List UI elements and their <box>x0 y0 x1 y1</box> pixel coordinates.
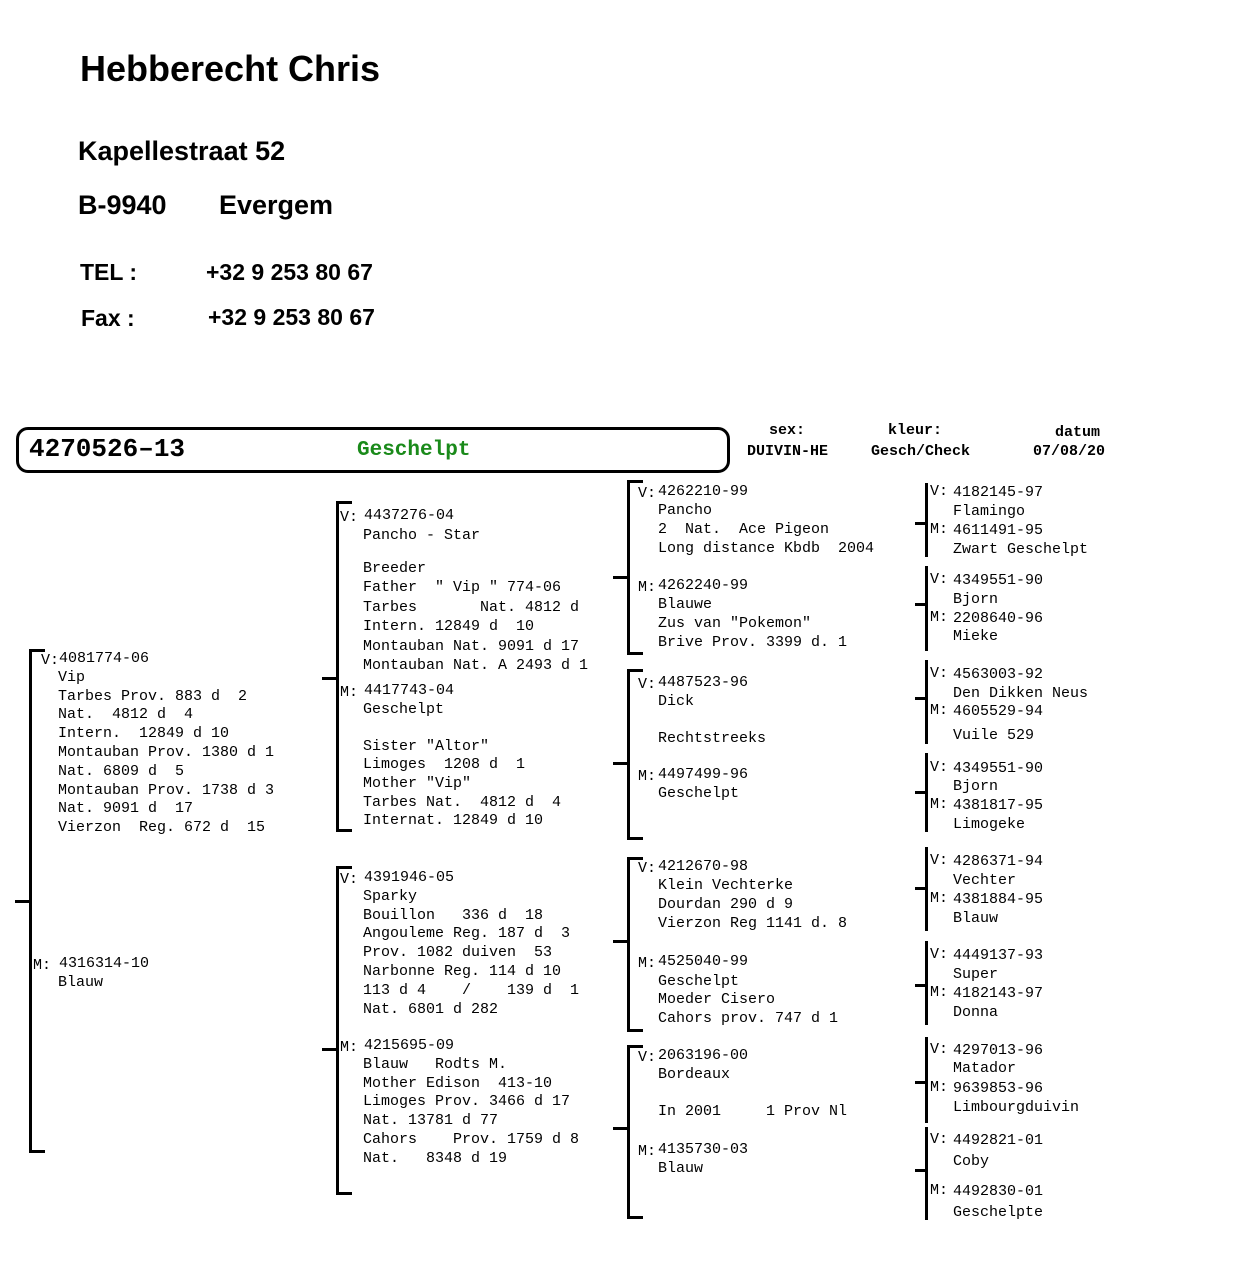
undefined-line: 113 d 4 / 139 d 1 <box>363 981 580 999</box>
gen3-fmf-ring: 4487523-96 <box>658 674 749 691</box>
gen4-ring: 4381817-95 <box>953 797 1044 814</box>
undefined-line: Nat. 6801 d 282 <box>363 1000 499 1018</box>
undefined-ring: 4215695-09 <box>364 1037 455 1054</box>
gen1-mother-ring: 4316314-10 <box>59 955 150 972</box>
gen4-name: Limbourgduivin <box>953 1099 1080 1116</box>
gen2-mother-bracket-bottom-tick <box>336 1192 352 1195</box>
gen3-bracket-mmf-stub <box>613 1127 627 1130</box>
gen1-father-line: Montauban Prov. 1380 d 1 <box>58 744 275 761</box>
gen4-tag: V: <box>930 1131 949 1148</box>
gen4-tag: M: <box>930 521 949 538</box>
tel-value: +32 9 253 80 67 <box>206 259 373 285</box>
gen1-father-line: Nat. 4812 d 4 <box>58 706 194 724</box>
gen3-bracket-fff-top-tick <box>627 480 643 483</box>
gen3-mff-tag: V: <box>638 860 657 877</box>
gen3-fff-line: Long distance Kbdb 2004 <box>658 540 875 557</box>
gen1-mother-line: Blauw <box>58 973 104 991</box>
undefined-line: Sparky <box>363 887 418 905</box>
gen3-fmf-line: Dick <box>658 692 695 710</box>
gen2-father-bracket-top-tick <box>336 501 352 504</box>
gen3-mfm-ring: 4525040-99 <box>658 953 749 970</box>
gen1-bracket-stub <box>15 900 29 903</box>
gen2-mother-bracket-vertical <box>336 866 339 1195</box>
gen3-ffm-line: Zus van "Pokemon" <box>658 615 812 632</box>
gen4-tag: V: <box>930 665 949 682</box>
gen4-tag: V: <box>930 571 949 588</box>
gen3-fff-tag: V: <box>638 485 657 502</box>
gen4-name: Donna <box>953 1004 999 1021</box>
gen4-ring: 4492821-01 <box>953 1132 1044 1149</box>
gen3-mmf-ring: 2063196-00 <box>658 1047 749 1064</box>
gen3-fff-line: Pancho <box>658 502 713 519</box>
gen3-bracket-mff-vertical <box>627 857 630 1032</box>
gen4-name: Vuile 529 <box>953 727 1035 744</box>
gen4-ring: 4182145-97 <box>953 484 1044 501</box>
gen4-name: Flamingo <box>953 503 1026 520</box>
gen1-father-line: Tarbes Prov. 883 d 2 <box>58 687 248 705</box>
tel-label: TEL : <box>80 259 138 285</box>
gen4-name: Bjorn <box>953 778 999 795</box>
gen2-ff-ring: 4437276-04 <box>364 507 455 524</box>
gen2-ff-line: Intern. 12849 d 10 <box>363 618 535 635</box>
gen4-bracket-6-vertical <box>925 1037 928 1123</box>
gen3-ffm-ring: 4262240-99 <box>658 577 749 594</box>
gen3-bracket-fmf-top-tick <box>627 669 643 672</box>
undefined-ring: 4391946-05 <box>364 869 455 886</box>
gen1-bracket-vertical <box>29 649 32 1153</box>
gen3-bracket-mmf-bottom-tick <box>627 1216 643 1219</box>
gen4-ring: 9639853-96 <box>953 1080 1044 1097</box>
gen4-bracket-2-stub <box>915 697 927 700</box>
gen4-ring: 4449137-93 <box>953 947 1044 964</box>
gen1-father-line: Vip <box>58 668 86 686</box>
gen2-ff-line: Montauban Nat. A 2493 d 1 <box>363 657 589 674</box>
gen3-bracket-fff-stub <box>613 576 627 579</box>
gen4-name: Limogeke <box>953 816 1026 833</box>
gen4-tag: M: <box>930 1182 949 1199</box>
gen4-tag: V: <box>930 852 949 869</box>
owner-postcode: B-9940 <box>78 190 167 220</box>
gen4-bracket-0-vertical <box>925 483 928 557</box>
gen2-ff-line: Pancho - Star <box>363 526 481 544</box>
undefined-line: Nat. 8348 d 19 <box>363 1149 508 1167</box>
gen4-ring: 4563003-92 <box>953 666 1044 683</box>
undefined-line: Mother Edison 413-10 <box>363 1074 553 1092</box>
gen3-ffm-tag: M: <box>638 579 657 596</box>
owner-street: Kapellestraat 52 <box>78 136 286 166</box>
gen4-tag: M: <box>930 702 949 719</box>
gen4-tag: V: <box>930 1041 949 1058</box>
gen2-mother-bracket-stub <box>322 1048 336 1051</box>
gen3-fmf-line: Rechtstreeks <box>658 729 767 747</box>
gen2-ff-line: Montauban Nat. 9091 d 17 <box>363 637 580 655</box>
gen4-ring: 4605529-94 <box>953 703 1044 720</box>
owner-name: Hebberecht Chris <box>80 48 381 89</box>
gen4-tag: V: <box>930 759 949 776</box>
gen3-mff-line: Klein Vechterke <box>658 877 794 894</box>
undefined-line: Tarbes Nat. 4812 d 4 <box>363 793 562 811</box>
gen4-ring: 4611491-95 <box>953 522 1044 539</box>
undefined-line: Limoges Prov. 3466 d 17 <box>363 1093 571 1111</box>
gen4-ring: 2208640-96 <box>953 610 1044 627</box>
gen2-ff-line: Father " Vip " 774-06 <box>363 579 562 596</box>
gen1-father-line: Nat. 6809 d 5 <box>58 762 185 780</box>
undefined-tag: M: <box>340 684 359 701</box>
gen2-mother-bracket-top-tick <box>336 866 352 869</box>
gen4-bracket-7-vertical <box>925 1127 928 1220</box>
gen4-name: Blauw <box>953 910 999 927</box>
pigeon-ring: 4270526–13 <box>29 434 186 464</box>
gen4-bracket-3-stub <box>915 791 927 794</box>
gen4-name: Matador <box>953 1060 1017 1077</box>
gen4-name: Bjorn <box>953 591 999 608</box>
gen3-fmm-ring: 4497499-96 <box>658 766 749 783</box>
gen4-ring: 4381884-95 <box>953 891 1044 908</box>
gen3-mff-line: Vierzon Reg 1141 d. 8 <box>658 915 848 932</box>
gen3-mmm-line: Blauw <box>658 1159 704 1177</box>
gen4-tag: M: <box>930 984 949 1001</box>
gen4-bracket-4-stub <box>915 887 927 890</box>
gen3-ffm-line: Brive Prov. 3399 d. 1 <box>658 634 848 651</box>
gen3-bracket-fmf-stub <box>613 762 627 765</box>
gen3-ffm-line: Blauwe <box>658 596 713 613</box>
gen3-mfm-tag: M: <box>638 955 657 972</box>
gen3-mfm-line: Cahors prov. 747 d 1 <box>658 1009 839 1027</box>
gen4-bracket-1-vertical <box>925 566 928 651</box>
pigeon-name: Geschelpt <box>357 439 471 462</box>
gen2-father-bracket-vertical <box>336 501 339 832</box>
undefined-line: Narbonne Reg. 114 d 10 <box>363 963 562 980</box>
gen4-ring: 4349551-90 <box>953 572 1044 589</box>
gen2-ff-tag: V: <box>340 509 359 526</box>
gen3-fmm-tag: M: <box>638 768 657 785</box>
gen4-ring: 4286371-94 <box>953 853 1044 870</box>
gen4-bracket-0-stub <box>915 522 927 525</box>
gen3-bracket-mff-stub <box>613 940 627 943</box>
gen4-tag: V: <box>930 946 949 963</box>
undefined-line: Mother "Vip" <box>363 775 472 792</box>
sex-value: DUIVIN-HE <box>747 443 829 460</box>
gen3-fff-ring: 4262210-99 <box>658 483 749 500</box>
gen3-mfm-line: Geschelpt <box>658 972 740 990</box>
gen4-name: Den Dikken Neus <box>953 685 1089 702</box>
gen4-bracket-5-stub <box>915 984 927 987</box>
gen4-bracket-1-stub <box>915 603 927 606</box>
undefined-line: Internat. 12849 d 10 <box>363 812 544 830</box>
gen2-father-bracket-stub <box>322 677 336 680</box>
gen3-mmm-ring: 4135730-03 <box>658 1141 749 1158</box>
gen1-father-line: Montauban Prov. 1738 d 3 <box>58 781 275 799</box>
gen4-name: Mieke <box>953 628 999 645</box>
undefined-line: Geschelpt <box>363 700 445 718</box>
fax-label: Fax : <box>81 305 135 331</box>
gen2-ff-line: Tarbes Nat. 4812 d <box>363 598 580 616</box>
gen4-bracket-6-stub <box>915 1081 927 1084</box>
fax-value: +32 9 253 80 67 <box>208 304 375 330</box>
gen4-name: Coby <box>953 1153 990 1170</box>
date-label: datum <box>1055 424 1101 441</box>
color-value: Gesch/Check <box>871 443 971 460</box>
gen3-fff-line: 2 Nat. Ace Pigeon <box>658 521 830 538</box>
gen3-bracket-fff-bottom-tick <box>627 652 643 655</box>
gen3-mmf-line: In 2001 1 Prov Nl <box>658 1102 848 1120</box>
undefined-tag: M: <box>340 1039 359 1056</box>
gen3-fmf-tag: V: <box>638 676 657 693</box>
color-label: kleur: <box>888 422 943 439</box>
gen1-father-line: Vierzon Reg. 672 d 15 <box>58 819 266 837</box>
undefined-line: Sister "Altor" <box>363 737 490 755</box>
gen4-ring: 4349551-90 <box>953 760 1044 777</box>
gen3-mmf-tag: V: <box>638 1049 657 1066</box>
gen4-ring: 4182143-97 <box>953 985 1044 1002</box>
gen3-mmm-tag: M: <box>638 1143 657 1160</box>
sex-label: sex: <box>769 422 806 439</box>
undefined-line: Bouillon 336 d 18 <box>363 906 544 924</box>
gen1-father-ring: 4081774-06 <box>59 650 150 667</box>
undefined-tag: V: <box>340 871 359 888</box>
undefined-line: Nat. 13781 d 77 <box>363 1112 499 1130</box>
gen4-tag: M: <box>930 1079 949 1096</box>
gen4-tag: V: <box>930 483 949 500</box>
undefined-line: Blauw Rodts M. <box>363 1055 508 1073</box>
gen4-name: Super <box>953 966 999 983</box>
gen3-mff-line: Dourdan 290 d 9 <box>658 896 794 913</box>
gen3-bracket-mmf-vertical <box>627 1045 630 1219</box>
gen4-ring: 4492830-01 <box>953 1183 1044 1200</box>
undefined-ring: 4417743-04 <box>364 682 455 699</box>
gen4-name: Vechter <box>953 872 1017 889</box>
gen4-name: Geschelpte <box>953 1204 1044 1221</box>
gen4-name: Zwart Geschelpt <box>953 541 1089 558</box>
gen4-bracket-7-stub <box>915 1169 927 1172</box>
undefined-line: Cahors Prov. 1759 d 8 <box>363 1131 580 1148</box>
undefined-line: Limoges 1208 d 1 <box>363 756 526 774</box>
undefined-line: Angouleme Reg. 187 d 3 <box>363 925 571 943</box>
gen3-mfm-line: Moeder Cisero <box>658 991 776 1008</box>
gen2-ff-line: Breeder <box>363 559 427 577</box>
gen4-bracket-5-vertical <box>925 941 928 1025</box>
gen3-bracket-fff-vertical <box>627 480 630 655</box>
gen3-mff-ring: 4212670-98 <box>658 858 749 875</box>
gen3-bracket-fmf-bottom-tick <box>627 837 643 840</box>
gen1-father-line: Intern. 12849 d 10 <box>58 725 230 743</box>
gen4-tag: M: <box>930 890 949 907</box>
date-value: 07/08/20 <box>1033 443 1106 460</box>
undefined-line: Prov. 1082 duiven 53 <box>363 944 553 962</box>
gen3-bracket-fmf-vertical <box>627 669 630 840</box>
gen4-tag: M: <box>930 796 949 813</box>
gen2-father-bracket-bottom-tick <box>336 829 352 832</box>
gen1-bracket-bottom-tick <box>29 1150 45 1153</box>
gen3-bracket-mff-bottom-tick <box>627 1029 643 1032</box>
gen1-mother-tag: M: <box>33 957 52 974</box>
gen3-mmf-line: Bordeaux <box>658 1065 731 1083</box>
gen1-father-tag: V: <box>41 652 60 669</box>
owner-city: Evergem <box>219 190 334 220</box>
gen4-bracket-2-vertical <box>925 660 928 744</box>
gen4-ring: 4297013-96 <box>953 1042 1044 1059</box>
gen3-fmm-line: Geschelpt <box>658 784 740 802</box>
gen1-father-line: Nat. 9091 d 17 <box>58 800 194 818</box>
gen4-tag: M: <box>930 609 949 626</box>
